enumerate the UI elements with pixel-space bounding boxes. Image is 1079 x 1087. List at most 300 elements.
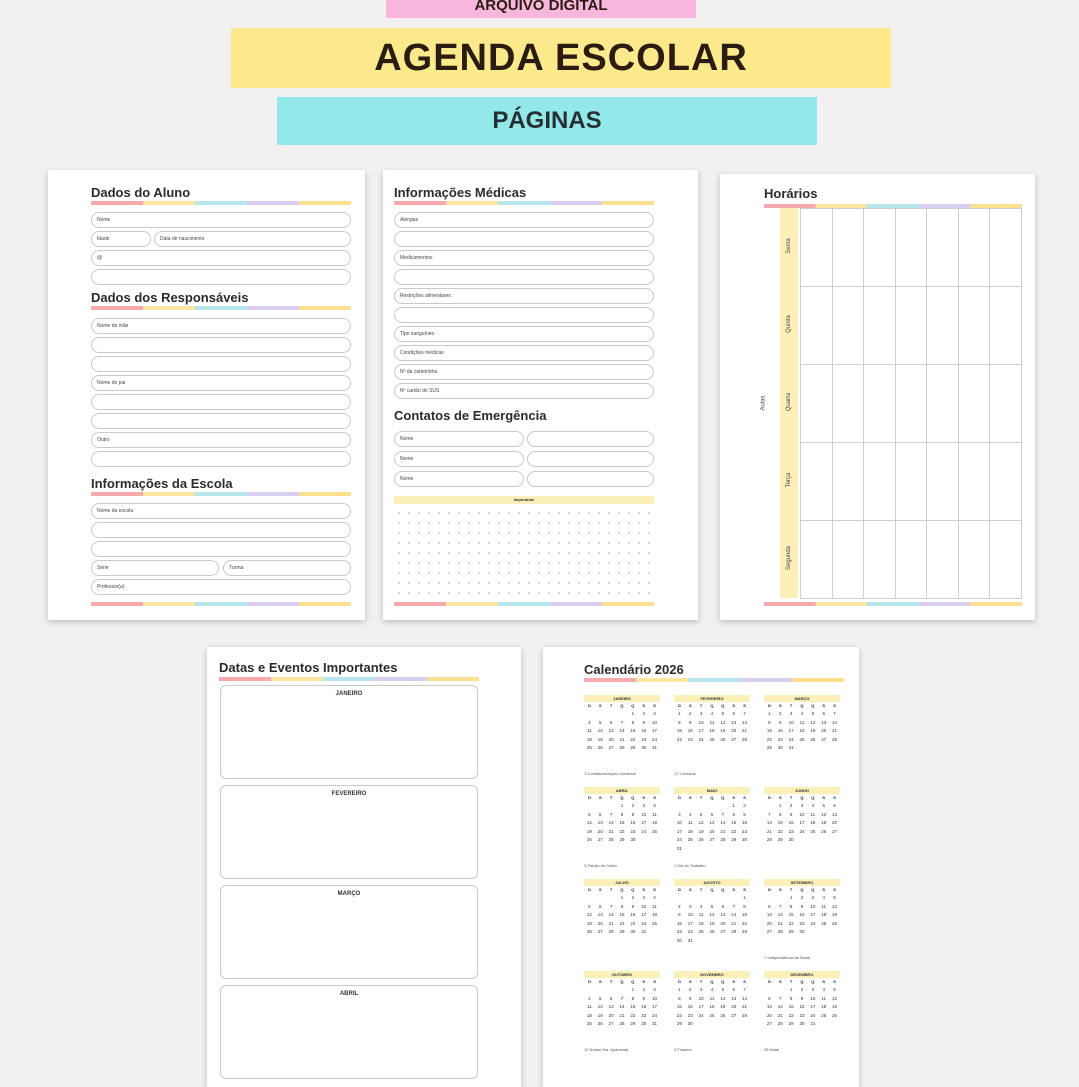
day-number: 21 [777, 920, 783, 926]
weekday-label: T [699, 979, 703, 984]
day-number: 6 [833, 803, 836, 808]
day-number: 30 [630, 929, 636, 934]
weekday-label: S [688, 979, 692, 984]
day-number: 10 [687, 912, 693, 917]
day-number: 9 [631, 811, 635, 817]
calendar-weekdays [584, 794, 660, 802]
day-number: 9 [689, 995, 692, 1001]
day-number: 7 [833, 711, 836, 716]
day-number: 20 [597, 920, 603, 926]
day-number: 9 [800, 995, 804, 1001]
field-responsavel[interactable] [91, 356, 351, 372]
day-number: 31 [687, 937, 693, 943]
schedule-cell[interactable] [895, 286, 928, 365]
field-medica[interactable]: Nº da carteirinha [394, 364, 654, 380]
schedule-cell[interactable] [895, 208, 928, 287]
field-medica[interactable] [394, 231, 654, 247]
day-number: 8 [631, 719, 635, 725]
calendar-month-name: DEZEMBRO [764, 971, 840, 978]
weekday-label: S [732, 703, 736, 708]
day-number: 12 [586, 912, 592, 917]
schedule-cell[interactable] [832, 520, 865, 599]
day-empty [584, 802, 595, 811]
day-number: 2 [789, 803, 793, 808]
field-medica[interactable]: Condições médicas [394, 345, 654, 361]
schedule-cell[interactable] [895, 520, 928, 599]
weekday-label: S [743, 795, 746, 800]
day-number: 14 [619, 1004, 625, 1009]
weekday-label: D [677, 979, 681, 984]
schedule-cell[interactable] [832, 286, 865, 365]
day-number: 4 [710, 987, 714, 992]
day-number: 9 [779, 719, 782, 725]
day-number: 26 [586, 837, 592, 842]
field-medica[interactable]: Tipo sanguíneo [394, 326, 654, 342]
field-responsavel[interactable] [91, 337, 351, 353]
day-number: 6 [768, 903, 771, 909]
day-number: 10 [698, 719, 704, 725]
day-number: 28 [777, 929, 783, 934]
weekday-label: S [743, 979, 746, 984]
day-number: 20 [766, 1012, 772, 1018]
day-number: 25 [652, 920, 658, 926]
day-number: 28 [766, 837, 772, 842]
field-contato-telefone[interactable] [527, 451, 654, 467]
weekday-label: Q [631, 887, 635, 892]
day-number: 20 [709, 828, 715, 834]
day-number: 11 [821, 903, 827, 909]
day-number: 23 [799, 1012, 805, 1018]
weekday-label: T [789, 795, 793, 800]
color-strip [584, 678, 844, 682]
field-contato-nome[interactable]: Nome [394, 471, 524, 487]
title-informacoes-medicas: Informações Médicas [394, 185, 527, 200]
day-label: Quarta [786, 392, 792, 412]
page-datas-eventos [207, 647, 521, 1087]
day-empty [617, 986, 628, 995]
field-medica[interactable]: Nº cartão do SUS [394, 383, 654, 399]
day-number: 28 [777, 1021, 783, 1026]
day-number: 1 [779, 803, 782, 808]
schedule-cell[interactable] [863, 286, 896, 365]
day-number: 29 [676, 1021, 682, 1026]
day-number: 15 [742, 912, 748, 917]
calendar-month-name: OUTUBRO [584, 971, 660, 978]
day-number: 3 [642, 895, 645, 900]
weekday-label: T [609, 979, 613, 984]
day-number: 31 [652, 1021, 658, 1026]
field-escola[interactable] [91, 541, 351, 557]
field-instagram[interactable]: @ [91, 250, 351, 266]
weekday-label: Q [721, 795, 725, 800]
day-number: 21 [742, 1004, 748, 1009]
day-number: 20 [766, 920, 772, 926]
day-number: 16 [630, 912, 636, 917]
calendar-weekdays [674, 702, 750, 710]
day-number: 18 [821, 912, 827, 917]
field-responsavel[interactable] [91, 451, 351, 467]
title-datas-eventos: Datas e Eventos Importantes [219, 660, 398, 675]
schedule-cell[interactable] [800, 208, 833, 287]
schedule-cell[interactable] [863, 364, 896, 443]
calendar-month [584, 971, 660, 1029]
calendar-month [584, 879, 660, 937]
weekday-label: Q [811, 979, 815, 984]
day-number: 6 [710, 811, 714, 817]
calendar-month-name: NOVEMBRO [674, 971, 750, 978]
calendar-weekdays [764, 702, 840, 710]
day-empty [685, 894, 696, 903]
field-extra[interactable] [91, 269, 351, 285]
weekday-label: Q [620, 887, 624, 892]
day-number: 6 [599, 903, 602, 909]
day-number: 10 [652, 995, 658, 1001]
schedule-cell[interactable] [863, 442, 896, 521]
day-number: 22 [788, 920, 794, 926]
weekday-label: Q [620, 795, 624, 800]
day-number: 13 [766, 1004, 772, 1009]
day-number: 11 [687, 820, 693, 825]
day-number: 4 [710, 711, 714, 716]
day-number: 23 [799, 920, 805, 926]
schedule-cell[interactable] [958, 208, 991, 287]
day-number: 25 [586, 745, 592, 750]
weekday-label: D [767, 795, 771, 800]
weekday-label: D [767, 887, 771, 892]
day-number: 21 [720, 828, 726, 834]
day-number: 17 [810, 1004, 816, 1009]
page-informacoes-medicas [383, 170, 698, 620]
weekday-label: D [677, 887, 681, 892]
day-number: 19 [586, 920, 592, 926]
day-number: 24 [799, 828, 805, 834]
day-number: 24 [687, 929, 693, 934]
day-number: 2 [631, 803, 635, 808]
day-number: 29 [788, 1021, 794, 1026]
day-number: 25 [698, 929, 704, 934]
field-responsavel[interactable]: Outro [91, 432, 351, 448]
day-number: 11 [587, 728, 592, 733]
day-number: 8 [768, 719, 771, 725]
day-number: 26 [698, 837, 704, 842]
day-number: 12 [832, 995, 838, 1001]
day-number: 8 [779, 811, 782, 817]
month-box[interactable] [220, 985, 478, 1079]
weekday-label: Q [800, 979, 804, 984]
day-number: 16 [742, 820, 748, 825]
field-medica[interactable] [394, 269, 654, 285]
calendar-days [674, 986, 750, 1029]
month-box[interactable] [220, 785, 478, 879]
day-number: 11 [652, 811, 657, 817]
schedule-cell[interactable] [989, 364, 1022, 443]
day-number: 22 [630, 1012, 636, 1018]
day-number: 19 [821, 820, 827, 825]
day-number: 5 [833, 895, 836, 900]
day-number: 1 [743, 895, 746, 900]
day-number: 4 [588, 719, 591, 725]
day-number: 22 [788, 1012, 794, 1018]
field-data-nascimento[interactable]: Data de nascimento [154, 231, 351, 247]
field-medica[interactable]: Alergias [394, 212, 654, 228]
weekday-label: T [789, 703, 793, 708]
day-number: 15 [630, 728, 636, 733]
day-number: 7 [743, 987, 746, 992]
field-responsavel[interactable] [91, 394, 351, 410]
weekday-label: D [587, 887, 591, 892]
day-number: 15 [788, 1004, 794, 1009]
calendar-weekdays [764, 794, 840, 802]
field-contato-nome[interactable]: Nome [394, 431, 524, 447]
day-empty [674, 802, 685, 811]
weekday-label: T [609, 795, 613, 800]
weekday-label: S [743, 703, 746, 708]
field-professor[interactable]: Professor(a) [91, 579, 351, 595]
day-number: 17 [641, 820, 647, 825]
color-strip [219, 677, 479, 681]
day-number: 11 [587, 1004, 592, 1009]
calendar-note: 7 Independência do Brasil [764, 955, 811, 960]
day-number: 13 [608, 1004, 614, 1009]
title-contatos-emergencia: Contatos de Emergência [394, 408, 547, 423]
day-number: 10 [788, 719, 794, 725]
schedule-cell[interactable] [926, 520, 959, 599]
day-number: 11 [652, 903, 657, 909]
field-contato-telefone[interactable] [527, 431, 654, 447]
field-escola[interactable]: Nome da escola [91, 503, 351, 519]
schedule-cell[interactable] [958, 364, 991, 443]
day-number: 28 [731, 929, 737, 934]
weekday-label: Q [620, 703, 624, 708]
field-contato-telefone[interactable] [527, 471, 654, 487]
field-turma[interactable]: Turma [223, 560, 351, 576]
field-serie[interactable]: Série [91, 560, 219, 576]
weekday-label: S [653, 887, 656, 892]
field-responsavel[interactable] [91, 413, 351, 429]
day-number: 4 [653, 803, 656, 808]
day-number: 18 [652, 820, 658, 825]
day-number: 20 [731, 728, 737, 733]
weekday-label: D [587, 979, 591, 984]
day-number: 13 [597, 912, 603, 917]
day-number: 10 [641, 903, 647, 909]
page-calendario [543, 647, 859, 1087]
schedule-cell[interactable] [926, 364, 959, 443]
weekday-label: S [598, 795, 602, 800]
schedule-cell[interactable] [989, 442, 1022, 521]
day-number: 17 [652, 1004, 658, 1009]
day-number: 6 [822, 711, 825, 716]
day-number: 5 [822, 803, 825, 808]
weekday-label: Q [800, 703, 804, 708]
day-number: 25 [799, 736, 805, 742]
day-number: 30 [799, 929, 805, 934]
day-number: 9 [800, 903, 804, 909]
schedule-cell[interactable] [958, 520, 991, 599]
calendar-weekdays [584, 978, 660, 986]
month-box[interactable] [220, 885, 478, 979]
day-number: 14 [742, 719, 748, 725]
day-number: 16 [799, 912, 805, 917]
day-number: 17 [687, 920, 693, 926]
schedule-cell[interactable] [958, 286, 991, 365]
field-responsavel[interactable]: Nome do pai [91, 375, 351, 391]
day-number: 3 [689, 903, 692, 909]
day-number: 24 [698, 736, 704, 742]
day-number: 15 [619, 820, 625, 825]
month-box[interactable] [220, 685, 478, 779]
calendar-note: 25 Natal [764, 1047, 779, 1052]
day-number: 23 [641, 1012, 647, 1018]
schedule-cell[interactable] [926, 442, 959, 521]
day-number: 25 [652, 828, 658, 834]
schedule-cell[interactable] [926, 286, 959, 365]
day-number: 12 [810, 719, 816, 725]
schedule-cell[interactable] [800, 520, 833, 599]
schedule-cell[interactable] [832, 208, 865, 287]
day-number: 6 [768, 995, 771, 1001]
day-number: 9 [642, 719, 645, 725]
weekday-label: D [587, 795, 591, 800]
weekday-label: S [688, 795, 692, 800]
day-number: 9 [689, 719, 692, 725]
page-horarios [720, 174, 1035, 620]
field-medica[interactable]: Medicamentos [394, 250, 654, 266]
day-number: 8 [678, 995, 681, 1001]
day-number: 24 [810, 1012, 816, 1018]
day-number: 18 [810, 820, 816, 825]
color-strip [91, 201, 351, 205]
weekday-label: T [789, 979, 793, 984]
day-number: 1 [678, 987, 681, 992]
day-label: Sexta [786, 238, 792, 254]
schedule-cell[interactable] [895, 364, 928, 443]
weekday-label: Q [710, 703, 714, 708]
day-number: 26 [832, 920, 838, 926]
day-empty [584, 710, 595, 719]
field-medica[interactable]: Restrições alimentares [394, 288, 654, 304]
schedule-cell[interactable] [800, 286, 833, 365]
schedule-cell[interactable] [989, 286, 1022, 365]
observacoes-header: Importante [394, 496, 654, 504]
day-number: 22 [619, 920, 625, 926]
day-number: 7 [609, 811, 613, 817]
schedule-cell[interactable] [958, 442, 991, 521]
calendar-month [764, 695, 840, 753]
weekday-label: S [642, 703, 646, 708]
day-number: 18 [799, 728, 805, 733]
field-responsavel[interactable]: Nome da mãe [91, 318, 351, 334]
day-number: 13 [731, 995, 737, 1001]
day-label: Terça [786, 472, 792, 488]
schedule-cell[interactable] [832, 364, 865, 443]
day-number: 21 [832, 728, 838, 733]
schedule-cell[interactable] [800, 364, 833, 443]
day-number: 5 [721, 987, 725, 992]
weekday-label: Q [631, 795, 635, 800]
field-escola[interactable] [91, 522, 351, 538]
day-number: 27 [731, 1012, 737, 1018]
day-number: 12 [821, 811, 827, 817]
day-number: 20 [608, 1012, 614, 1018]
field-nome-aluno[interactable]: Nome [91, 212, 351, 228]
day-number: 16 [641, 728, 647, 733]
weekday-label: T [789, 887, 793, 892]
weekday-label: Q [710, 795, 714, 800]
day-number: 24 [641, 828, 647, 834]
day-number: 8 [620, 903, 624, 909]
day-number: 17 [698, 728, 704, 733]
calendar-days [764, 802, 840, 845]
day-number: 9 [678, 912, 681, 917]
field-contato-nome[interactable]: Nome [394, 451, 524, 467]
day-number: 6 [732, 711, 735, 716]
schedule-cell[interactable] [926, 208, 959, 287]
schedule-cell[interactable] [832, 442, 865, 521]
calendar-note: 2 Finados [674, 1047, 692, 1052]
day-number: 2 [743, 803, 746, 808]
day-number: 21 [619, 736, 625, 742]
schedule-cell[interactable] [989, 208, 1022, 287]
weekday-label: S [598, 887, 602, 892]
day-number: 29 [630, 745, 636, 750]
field-medica[interactable] [394, 307, 654, 323]
day-number: 10 [698, 995, 704, 1001]
calendar-weekdays [764, 978, 840, 986]
day-number: 19 [597, 1012, 603, 1018]
calendar-month [764, 787, 840, 845]
day-number: 28 [608, 929, 614, 934]
day-number: 28 [742, 1012, 748, 1018]
day-number: 8 [678, 719, 681, 725]
field-idade[interactable]: Idade [91, 231, 151, 247]
day-number: 26 [709, 929, 715, 934]
day-number: 13 [832, 811, 838, 817]
day-number: 25 [821, 1012, 827, 1018]
day-number: 29 [731, 837, 737, 842]
weekday-label: T [609, 887, 613, 892]
day-number: 3 [699, 711, 703, 716]
weekday-label: T [609, 703, 613, 708]
day-empty [606, 986, 617, 995]
day-number: 26 [720, 1012, 726, 1018]
calendar-month [764, 971, 840, 1029]
day-number: 2 [631, 895, 635, 900]
day-number: 8 [620, 811, 624, 817]
title-horarios: Horários [764, 186, 818, 201]
schedule-cell[interactable] [989, 520, 1022, 599]
weekday-label: Q [721, 887, 725, 892]
schedule-cell[interactable] [800, 442, 833, 521]
schedule-cell[interactable] [863, 520, 896, 599]
day-number: 14 [777, 1004, 783, 1009]
day-number: 17 [652, 728, 658, 733]
day-number: 21 [777, 1012, 783, 1018]
day-number: 15 [676, 728, 682, 733]
calendar-month-name: ABRIL [584, 787, 660, 794]
day-label: Quinta [786, 315, 792, 333]
day-number: 6 [609, 995, 613, 1001]
day-empty [707, 802, 718, 811]
color-strip [394, 201, 654, 205]
schedule-cell[interactable] [863, 208, 896, 287]
day-number: 7 [743, 711, 746, 716]
day-number: 15 [766, 728, 772, 733]
calendar-weekdays [674, 978, 750, 986]
weekday-label: Q [811, 795, 815, 800]
schedule-cell[interactable] [895, 442, 928, 521]
day-number: 5 [699, 811, 703, 817]
